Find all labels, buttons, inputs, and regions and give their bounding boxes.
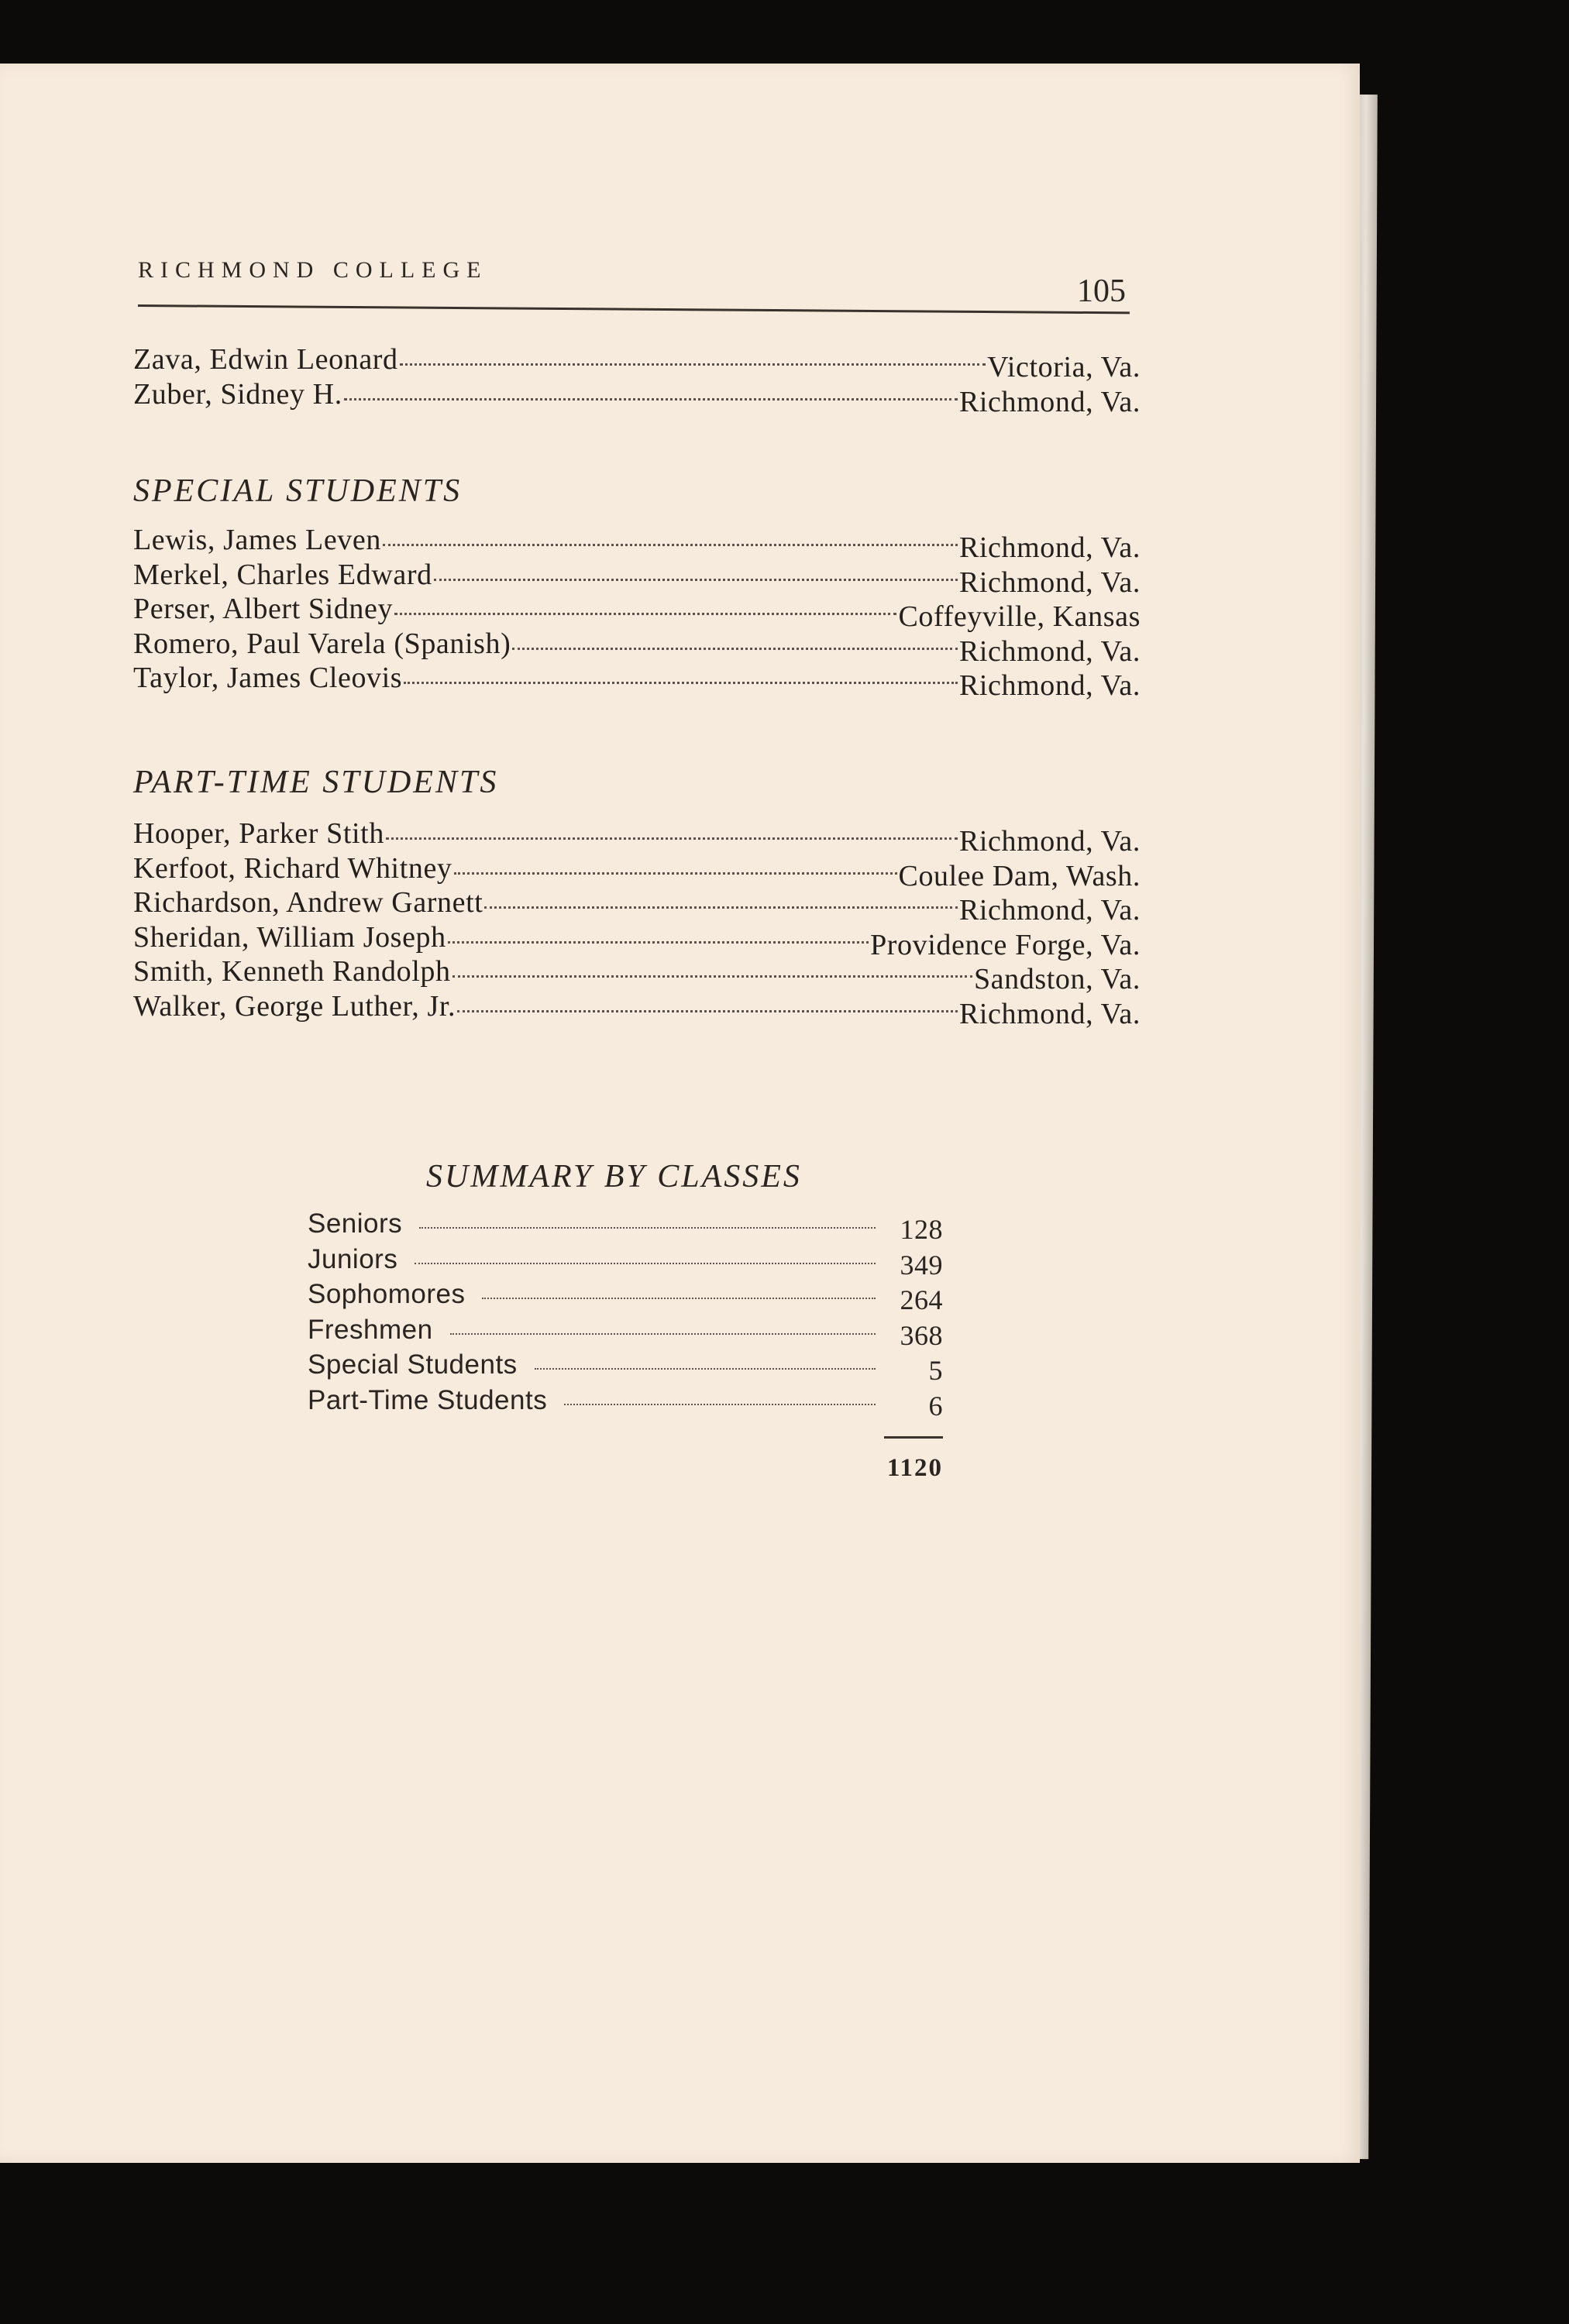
student-name: Zuber, Sidney H.: [133, 377, 342, 411]
summary-row: [308, 1347, 943, 1386]
leader-dots: [564, 1404, 876, 1405]
summary-row: [308, 1242, 943, 1281]
summary-count: 349: [900, 1249, 943, 1281]
summary-count: 128: [900, 1214, 943, 1245]
summary-label: Seniors: [308, 1208, 403, 1239]
leader-dots: [457, 1010, 958, 1012]
student-name: Hooper, Parker Stith: [133, 817, 384, 850]
page-content: [0, 64, 1360, 2163]
student-name: Zava, Edwin Leonard: [133, 343, 398, 376]
student-name: Walker, George Luther, Jr.: [133, 989, 456, 1023]
part-time-students-heading: PART-TIME STUDENTS: [133, 765, 499, 800]
leader-dots: [404, 682, 958, 684]
student-place: Victoria, Va.: [987, 351, 1141, 383]
list-item: [133, 523, 1141, 564]
summary-label: Special Students: [308, 1349, 518, 1380]
leader-dots: [535, 1368, 876, 1370]
leader-dots: [452, 975, 972, 978]
header-rule: [138, 304, 1130, 314]
leader-dots: [454, 872, 897, 875]
leader-dots: [386, 837, 958, 840]
student-name: Perser, Albert Sidney: [133, 593, 394, 625]
leader-dots: [482, 1298, 876, 1299]
student-name: Merkel, Charles Edward: [133, 558, 432, 591]
book-page: [0, 64, 1360, 2163]
summary-count: 6: [928, 1390, 943, 1422]
student-name: Sheridan, William Joseph: [133, 920, 446, 954]
student-place: Sandston, Va.: [973, 963, 1141, 995]
student-place: Richmond, Va.: [958, 385, 1141, 418]
summary-count: 368: [900, 1319, 943, 1351]
student-place: Coffeyville, Kansas: [898, 600, 1141, 633]
summary-row: [308, 1206, 943, 1245]
list-item: [133, 342, 1141, 383]
student-place: Richmond, Va.: [958, 669, 1141, 702]
student-place: Coulee Dam, Wash.: [898, 859, 1141, 892]
student-place: Richmond, Va.: [958, 825, 1141, 858]
leader-dots: [344, 398, 958, 401]
summary-total: 1120: [886, 1454, 943, 1482]
summary-label: Freshmen: [308, 1314, 433, 1345]
total-rule: [884, 1436, 943, 1439]
leader-dots: [450, 1333, 876, 1335]
summary-label: Sophomores: [308, 1279, 466, 1309]
summary-count: 5: [928, 1355, 943, 1386]
summary-row: [308, 1383, 943, 1422]
page-number: 105: [1077, 273, 1126, 309]
part-time-students-list: [133, 816, 1141, 1030]
special-students-list: [133, 523, 1141, 702]
student-place: Richmond, Va.: [958, 531, 1141, 564]
student-place: Providence Forge, Va.: [870, 928, 1141, 961]
student-name: Kerfoot, Richard Whitney: [133, 851, 452, 885]
running-head: RICHMOND COLLEGE: [138, 257, 488, 283]
leader-dots: [394, 613, 896, 615]
leader-dots: [400, 363, 986, 366]
summary-label: Part-Time Students: [308, 1384, 548, 1415]
leader-dots: [448, 941, 869, 944]
student-name: Richardson, Andrew Garnett: [133, 886, 483, 919]
student-place: Richmond, Va.: [958, 566, 1141, 599]
summary-count: 264: [900, 1284, 943, 1315]
leader-dots: [434, 579, 958, 581]
summary-label: Juniors: [308, 1243, 398, 1274]
student-place: Richmond, Va.: [958, 634, 1141, 668]
list-item: [133, 816, 1141, 858]
summary-heading: SUMMARY BY CLASSES: [426, 1159, 802, 1195]
special-students-heading: SPECIAL STUDENTS: [133, 473, 463, 509]
student-place: Richmond, Va.: [958, 997, 1141, 1030]
student-place: Richmond, Va.: [958, 894, 1141, 927]
summary-row: [308, 1277, 943, 1315]
student-name: Smith, Kenneth Randolph: [133, 955, 451, 988]
continued-student-list: [133, 342, 1141, 418]
leader-dots: [419, 1227, 876, 1229]
student-name: Lewis, James Leven: [133, 524, 381, 556]
summary-table: [308, 1206, 943, 1422]
student-name: Romero, Paul Varela (Spanish): [133, 627, 511, 660]
leader-dots: [383, 544, 958, 546]
student-name: Taylor, James Cleovis: [133, 662, 403, 694]
leader-dots: [512, 648, 958, 650]
leader-dots: [415, 1263, 876, 1264]
summary-row: [308, 1312, 943, 1351]
leader-dots: [484, 906, 958, 909]
